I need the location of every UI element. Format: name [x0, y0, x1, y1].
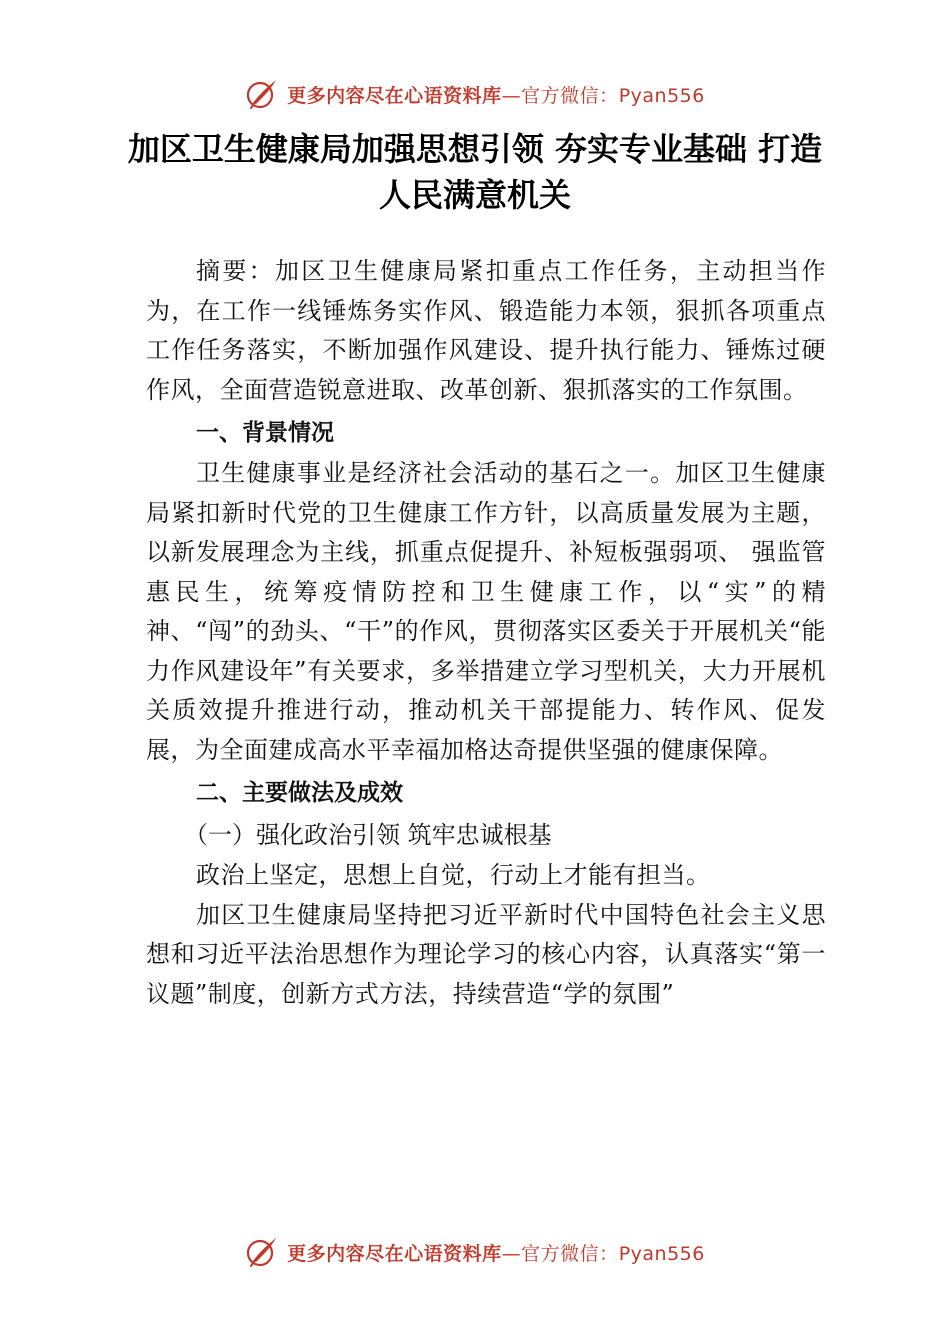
section-heading-practices: 二、主要做法及成效 — [196, 780, 403, 806]
document-body — [146, 252, 826, 1014]
watermark-dash: — — [501, 1242, 522, 1265]
footer-watermark — [0, 1230, 950, 1274]
document-title: 加区卫生健康局加强思想引领 夯实专业基础 打造人民满意机关 — [127, 130, 823, 214]
abstract-paragraph: 摘要：加区卫生健康局紧扣重点工作任务，主动担当作为，在工作一线锤炼务实作风、锻造能力本领，狠抓各项重点工作任务落实，不断加强作风建设、提升执行能力、锤炼过硬作风，全面营造锐意进取、改革创新、狠抓落实的工作氛围。 — [146, 257, 826, 404]
watermark-wechat-id: Pyan556 — [618, 84, 705, 107]
political-paragraph-2: 加区卫生健康局坚持把习近平新时代中国特色社会主义思想和习近平法治思想作为理论学习的核心内容，认真落实“第一议题”制度，创新方式方法，持续营造“学的氛围” — [146, 900, 826, 1008]
background-paragraph: 卫生健康事业是经济社会活动的基石之一。加区卫生健康局紧扣新时代党的卫生健康工作方针，以高质量发展为主题，以新发展理念为主线，抓重点促提升、补短板强弱项、 强监管惠民生，统筹疫情防控和卫生健康工作，以“实”的精神、“闯”的劲头、“干”的作风，贯彻落实区委关于开展机关“能力作风建设年”有关要求，多举措建立学习型机关，大力开展机关质效提升推进行动，推动机关干部提能力、转作风、促发展，为全面建成高水平幸福加格达奇提供坚强的健康保障。 — [146, 459, 826, 764]
watermark-text — [287, 1239, 705, 1266]
quill-pen-logo-icon — [245, 77, 279, 111]
section-heading-background: 一、背景情况 — [196, 420, 334, 446]
watermark-wechat-id: Pyan556 — [618, 1242, 705, 1265]
header-watermark — [0, 72, 950, 116]
watermark-text — [287, 81, 705, 108]
watermark-official-text: 官方微信： — [521, 1242, 619, 1265]
watermark-main-text: 更多内容尽在心语资料库 — [287, 84, 502, 107]
quill-pen-logo-icon — [245, 1235, 279, 1269]
political-paragraph-1: 政治上坚定，思想上自觉，行动上才能有担当。 — [196, 861, 711, 889]
watermark-dash: — — [501, 84, 522, 107]
watermark-main-text: 更多内容尽在心语资料库 — [287, 1242, 502, 1265]
watermark-official-text: 官方微信： — [521, 84, 619, 107]
subsection-heading-political: （一）强化政治引领 筑牢忠诚根基 — [184, 821, 552, 849]
